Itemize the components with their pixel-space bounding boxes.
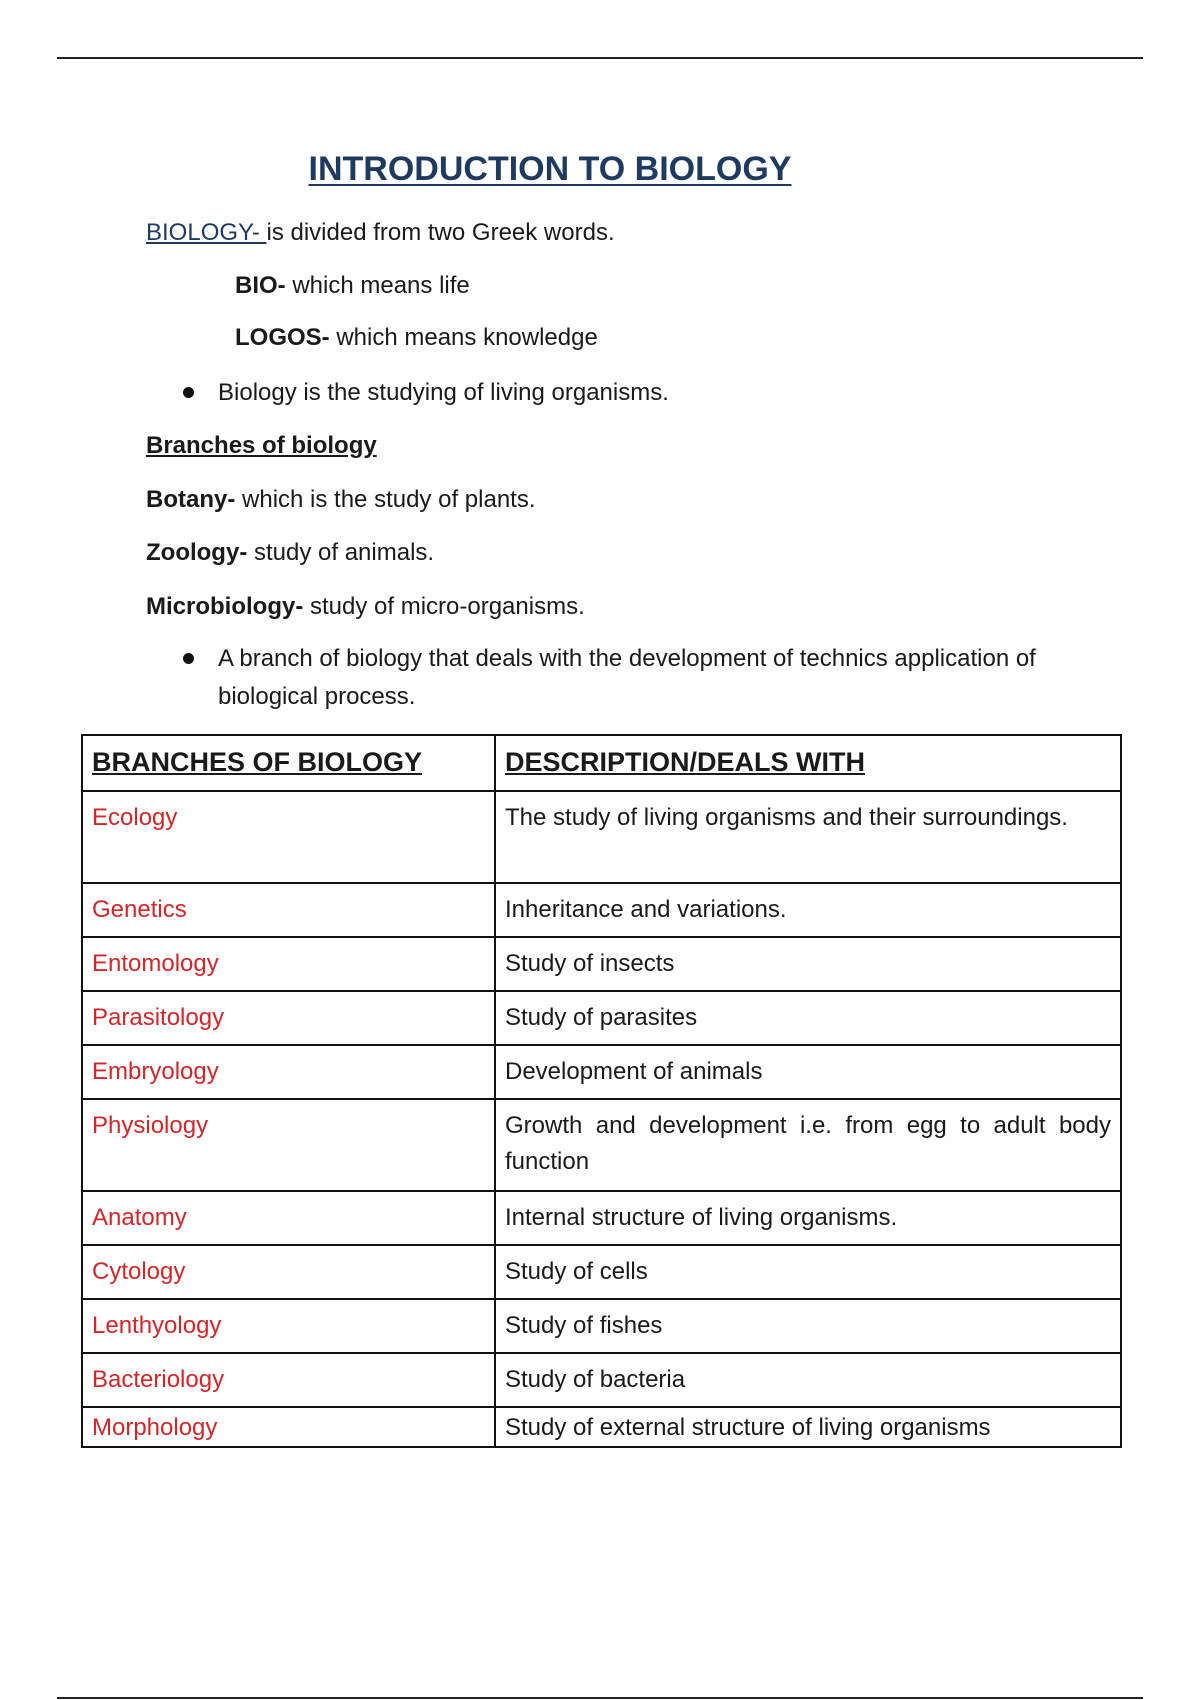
bullet-item — [218, 640, 1098, 716]
table-row — [82, 1407, 1121, 1447]
description-cell: Study of bacteria — [495, 1353, 1121, 1407]
intro-text: is divided from two Greek words. — [266, 219, 615, 246]
description-cell: Inheritance and variations. — [495, 883, 1121, 937]
table-row — [82, 1299, 1121, 1353]
page-title: INTRODUCTION TO BIOLOGY — [308, 150, 792, 188]
footer-rule — [57, 1697, 1143, 1699]
column-header-description: DESCRIPTION/DEALS WITH — [495, 735, 1121, 791]
description-cell: Study of external structure of living organisms — [495, 1407, 1121, 1447]
definition-botany — [146, 485, 536, 515]
table-row — [82, 1191, 1121, 1245]
table-row — [82, 991, 1121, 1045]
bullet-text: Biology is the studying of living organisms. — [218, 379, 669, 406]
greek-meaning: which means life — [285, 272, 470, 299]
greek-word-bio — [235, 271, 470, 301]
table-row — [82, 1353, 1121, 1407]
definition-text: which is the study of plants. — [235, 486, 536, 513]
greek-word-logos — [235, 323, 598, 353]
table-row — [82, 937, 1121, 991]
greek-term: BIO- — [235, 272, 286, 299]
description-cell: Study of fishes — [495, 1299, 1121, 1353]
column-header-branch: BRANCHES OF BIOLOGY — [82, 735, 495, 791]
table-row — [82, 791, 1121, 883]
greek-term: LOGOS- — [235, 324, 330, 351]
greek-meaning: which means knowledge — [329, 324, 598, 351]
branch-cell: Physiology — [82, 1099, 495, 1191]
definition-term: Zoology- — [146, 539, 248, 566]
branch-cell: Lenthyology — [82, 1299, 495, 1353]
bullet-item — [218, 374, 1098, 412]
table-header-row — [82, 735, 1121, 791]
definition-zoology — [146, 538, 434, 568]
branch-cell: Cytology — [82, 1245, 495, 1299]
branch-cell: Entomology — [82, 937, 495, 991]
branch-cell: Genetics — [82, 883, 495, 937]
definition-term: Microbiology- — [146, 593, 304, 620]
branches-table — [81, 734, 1122, 1448]
definition-text: study of micro-organisms. — [303, 593, 585, 620]
description-cell: Study of insects — [495, 937, 1121, 991]
definition-microbiology — [146, 592, 585, 622]
bullet-text: A branch of biology that deals with the development of technics application of biological process. — [218, 645, 1036, 710]
branch-cell: Ecology — [82, 791, 495, 883]
branch-cell: Anatomy — [82, 1191, 495, 1245]
description-cell: Growth and development i.e. from egg to adult body function — [495, 1099, 1121, 1191]
definition-term: Botany- — [146, 486, 236, 513]
intro-line — [146, 218, 615, 248]
branch-cell: Embryology — [82, 1045, 495, 1099]
biology-term: BIOLOGY- — [146, 219, 267, 246]
bullet-icon — [183, 387, 194, 398]
description-cell: Development of animals — [495, 1045, 1121, 1099]
section-heading: Branches of biology — [146, 432, 377, 459]
table-row — [82, 1045, 1121, 1099]
description-cell: Internal structure of living organisms. — [495, 1191, 1121, 1245]
definition-text: study of animals. — [247, 539, 435, 566]
branch-cell: Bacteriology — [82, 1353, 495, 1407]
table-row — [82, 1245, 1121, 1299]
description-cell: The study of living organisms and their surroundings. — [495, 791, 1121, 883]
bullet-icon — [183, 653, 194, 664]
header-rule — [57, 57, 1143, 59]
table-row — [82, 1099, 1121, 1191]
branch-cell: Parasitology — [82, 991, 495, 1045]
branch-cell: Morphology — [82, 1407, 495, 1447]
table-row — [82, 883, 1121, 937]
description-cell: Study of parasites — [495, 991, 1121, 1045]
description-cell: Study of cells — [495, 1245, 1121, 1299]
